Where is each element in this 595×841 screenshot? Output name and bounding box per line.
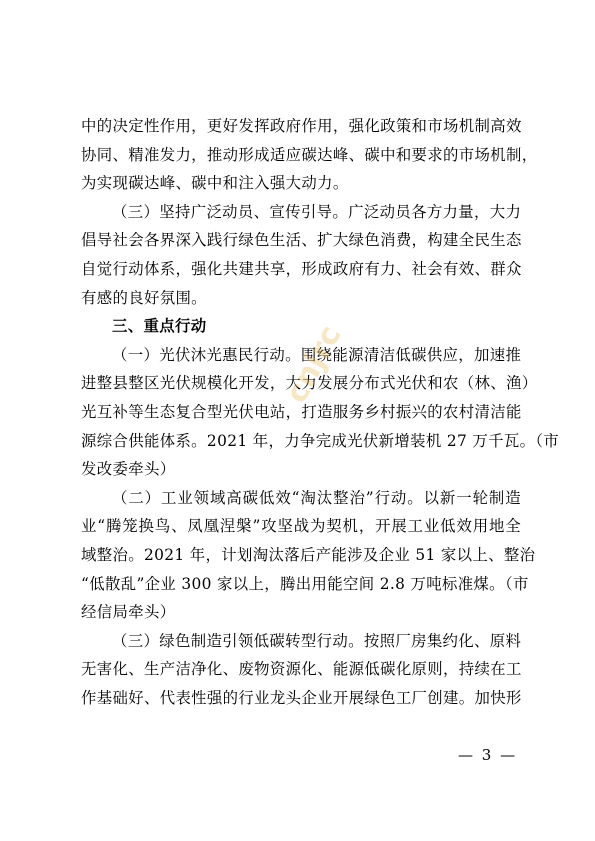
paragraph-line: 作基础好、代表性强的行业龙头企业开展绿色工厂创建。加快形 (81, 688, 522, 707)
svg-text:cnjrc: cnjrc (278, 319, 349, 409)
paragraph-line: （二）工业领域高碳低效“淘汰整治”行动。以新一轮制造 (112, 488, 521, 507)
paragraph-line: 为实现碳达峰、碳中和注入强大动力。 (81, 174, 349, 193)
paragraph-line: 自觉行动体系，强化共建共享，形成政府有力、社会有效、群众 (81, 259, 522, 278)
paragraph-line: （一）光伏沐光惠民行动。围绕能源清洁低碳供应，加速推 (112, 345, 522, 364)
paragraph-line: 域整治。2021 年，计划淘汰落后产能涉及企业 51 家以上、整治 (81, 545, 536, 564)
paragraph-line: 发改委牵头） (81, 460, 176, 479)
paragraph-line: 业“腾笼换鸟、凤凰涅槃”攻坚战为契机，开展工业低效用地全 (81, 517, 521, 536)
section-heading: 三、重点行动 (112, 317, 207, 336)
paragraph-line: 中的决定性作用，更好发挥政府作用，强化政策和市场机制高效 (81, 117, 522, 135)
paragraph-line: 有感的良好氛围。 (81, 288, 207, 307)
document-body (81, 112, 560, 712)
paragraph-line: 进整县整区光伏规模化开发，大力发展分布式光伏和农（林、渔） (81, 374, 538, 393)
paragraph-line: （三）坚持广泛动员、宣传引导。广泛动员各方力量，大力 (112, 202, 522, 221)
paragraph-line: 倡导社会各界深入践行绿色生活、扩大绿色消费，构建全民生态 (81, 231, 522, 250)
paragraph-line: （三）绿色制造引领低碳转型行动。按照厂房集约化、原料 (112, 631, 522, 650)
paragraph-line: 无害化、生产洁净化、废物资源化、能源低碳化原则，持续在工 (81, 660, 522, 679)
paragraph-line: 光互补等生态复合型光伏电站，打造服务乡村振兴的农村清洁能 (81, 402, 522, 421)
page-number: — 3 — (458, 746, 518, 764)
paragraph-line: 源综合供能体系。2021 年，力争完成光伏新增装机 27 万千瓦。（市 (81, 431, 560, 450)
paragraph-line: “低散乱”企业 300 家以上，腾出用能空间 2.8 万吨标准煤。（市 (81, 574, 529, 593)
paragraph-line: 经信局牵头） (81, 603, 176, 622)
paragraph-line: 协同、精准发力，推动形成适应碳达峰、碳中和要求的市场机制， (81, 145, 538, 164)
